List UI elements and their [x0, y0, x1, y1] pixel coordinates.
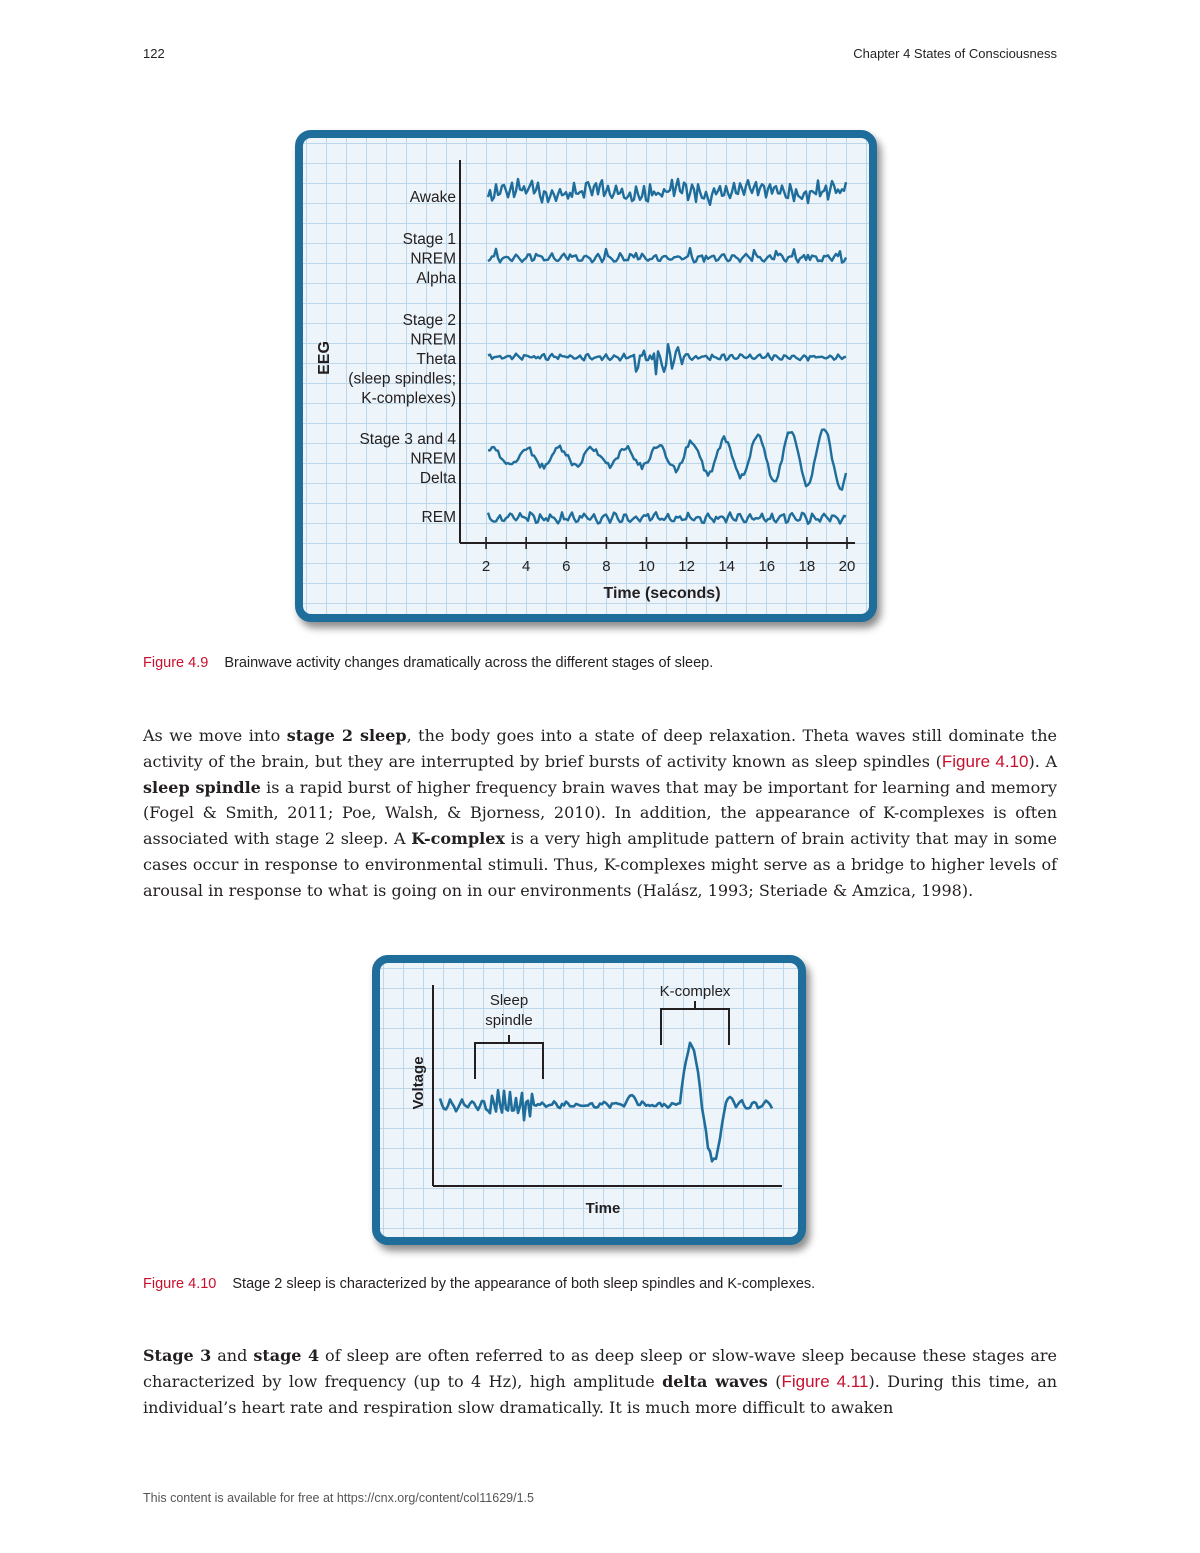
chapter-title: Chapter 4 States of Consciousness [853, 46, 1057, 61]
para2-text-1: and [211, 1346, 254, 1365]
series-label-stage-1-nrem-alpha-line-3: Alpha [416, 270, 456, 287]
para1-text-5: is a very high amplitude pattern of brain activity that may in some cases occur in response to environmental stimuli. Thus, K-complexes might serve as a bridge to higher levels of arousal in response to what is going on in our environments (Halász, 1993; Steriade & Amzica, 1998). [143, 829, 1058, 900]
x-tick-label-20: 20 [838, 558, 856, 575]
series-label-stage-2-nrem-theta-line-1: Stage 2 [402, 312, 456, 329]
voltage-trace [440, 1043, 772, 1162]
link-figure-4-11[interactable]: Figure 4.11 [781, 1371, 869, 1391]
paragraph-stage-3-4-sleep [143, 1343, 1057, 1420]
x-tick-label-18: 18 [798, 558, 816, 575]
series-label-awake-line-1: Awake [409, 189, 456, 206]
term-sleep-spindle: sleep spindle [143, 777, 261, 797]
running-header [143, 46, 1057, 68]
link-figure-4-10[interactable]: Figure 4.10 [941, 751, 1029, 771]
sleep-spindle-bracket [475, 1035, 543, 1079]
para1-text-3: ). A [1028, 751, 1058, 771]
annotation-k-complex-line-1: K-complex [659, 983, 731, 1000]
x-tick-label-4: 4 [521, 558, 531, 575]
series-label-stage-2-nrem-theta-line-2: NREM [410, 331, 456, 349]
annotation-sleep-spindle-line-1: Sleep [489, 992, 529, 1009]
k-complex-bracket [661, 1001, 729, 1045]
eeg-wave-awake [488, 179, 846, 205]
para1-text-1: As we move into [143, 726, 287, 745]
x-tick-label-6: 6 [562, 558, 571, 575]
x-tick-label-8: 8 [602, 558, 611, 575]
term-stage-4: stage 4 [253, 1346, 320, 1365]
eeg-wave-stage-2-nrem-theta [488, 344, 846, 374]
series-label-rem-line-1: REM [421, 509, 456, 526]
figure-4-10-caption-label: Figure 4.10 [143, 1276, 217, 1292]
series-label-stage-3-and-4-nrem-delta-line-1: Stage 3 and 4 [359, 431, 456, 448]
eeg-wave-rem [488, 512, 846, 524]
series-label-stage-3-and-4-nrem-delta-line-2: NREM [410, 450, 456, 468]
eeg-chart-svg [303, 138, 869, 614]
term-k-complex: K-complex [411, 829, 505, 849]
eeg-axis-label: EEG [316, 341, 333, 375]
figure-4-9-caption [143, 655, 1057, 671]
x-tick-label-2: 2 [481, 558, 491, 575]
figure-4-10-caption-text: Stage 2 sleep is characterized by the appearance of both sleep spindles and K-complexes. [232, 1276, 816, 1292]
x-axis-title: Time (seconds) [603, 585, 721, 602]
voltage-axis-label: Voltage [410, 1056, 427, 1110]
paragraph-stage-2-sleep [143, 723, 1057, 904]
series-label-stage-2-nrem-theta-line-4: (sleep spindles; [348, 370, 456, 388]
figure-4-9-eeg-chart [295, 130, 877, 622]
voltage-chart-svg [380, 963, 798, 1237]
series-label-stage-2-nrem-theta-line-3: Theta [416, 351, 456, 368]
time-axis-label: Time [585, 1200, 621, 1217]
series-label-stage-2-nrem-theta-line-5: K-complexes) [361, 390, 456, 407]
x-tick-label-14: 14 [718, 558, 736, 575]
para2-text-2: of sleep are often referred to as deep sleep or slow-wave sleep because these stages are characterized by low frequency (up to 4 Hz), high amplitude [143, 1346, 1057, 1391]
annotation-sleep-spindle-line-2: spindle [485, 1012, 533, 1029]
page-footer: This content is available for free at https://cnx.org/content/col11629/1.5 [143, 1491, 534, 1505]
para1-text-4: is a rapid burst of higher frequency brain waves that may be important for learning and memory (Fogel & Smith, 2011; Poe, Walsh, & Bjorness, 2010). In addition, the appearance of K-complexes is often associated with stage 2 sleep. A [143, 777, 1057, 849]
eeg-wave-stage-3-and-4-nrem-delta [488, 430, 846, 490]
term-delta-waves: delta waves [662, 1371, 768, 1391]
para2-text-4: ). During this time, an individual’s heart rate and respiration slow dramatically. It is much more difficult to awaken [143, 1371, 1058, 1417]
series-label-stage-3-and-4-nrem-delta-line-3: Delta [419, 470, 456, 487]
figure-4-10-voltage-chart [372, 955, 806, 1245]
para2-text-3: ( [767, 1371, 782, 1391]
term-stage-3: Stage 3 [143, 1346, 212, 1365]
series-label-stage-1-nrem-alpha-line-1: Stage 1 [402, 231, 456, 248]
page-number: 122 [143, 46, 165, 61]
x-tick-label-12: 12 [678, 558, 695, 575]
x-tick-label-16: 16 [758, 558, 776, 575]
para1-text-2: , the body goes into a state of deep relaxation. Theta waves still dominate the activity of the brain, but they are interrupted by brief bursts of activity known as sleep spindles ( [143, 726, 1058, 771]
figure-4-10-caption [143, 1276, 1057, 1292]
series-label-stage-1-nrem-alpha-line-2: NREM [410, 250, 456, 268]
term-stage-2-sleep: stage 2 sleep [286, 726, 407, 745]
figure-4-9-caption-label: Figure 4.9 [143, 655, 209, 671]
figure-4-9-caption-text: Brainwave activity changes dramatically across the different stages of sleep. [224, 655, 714, 671]
eeg-wave-stage-1-nrem-alpha [488, 248, 846, 262]
x-tick-label-10: 10 [638, 558, 655, 575]
